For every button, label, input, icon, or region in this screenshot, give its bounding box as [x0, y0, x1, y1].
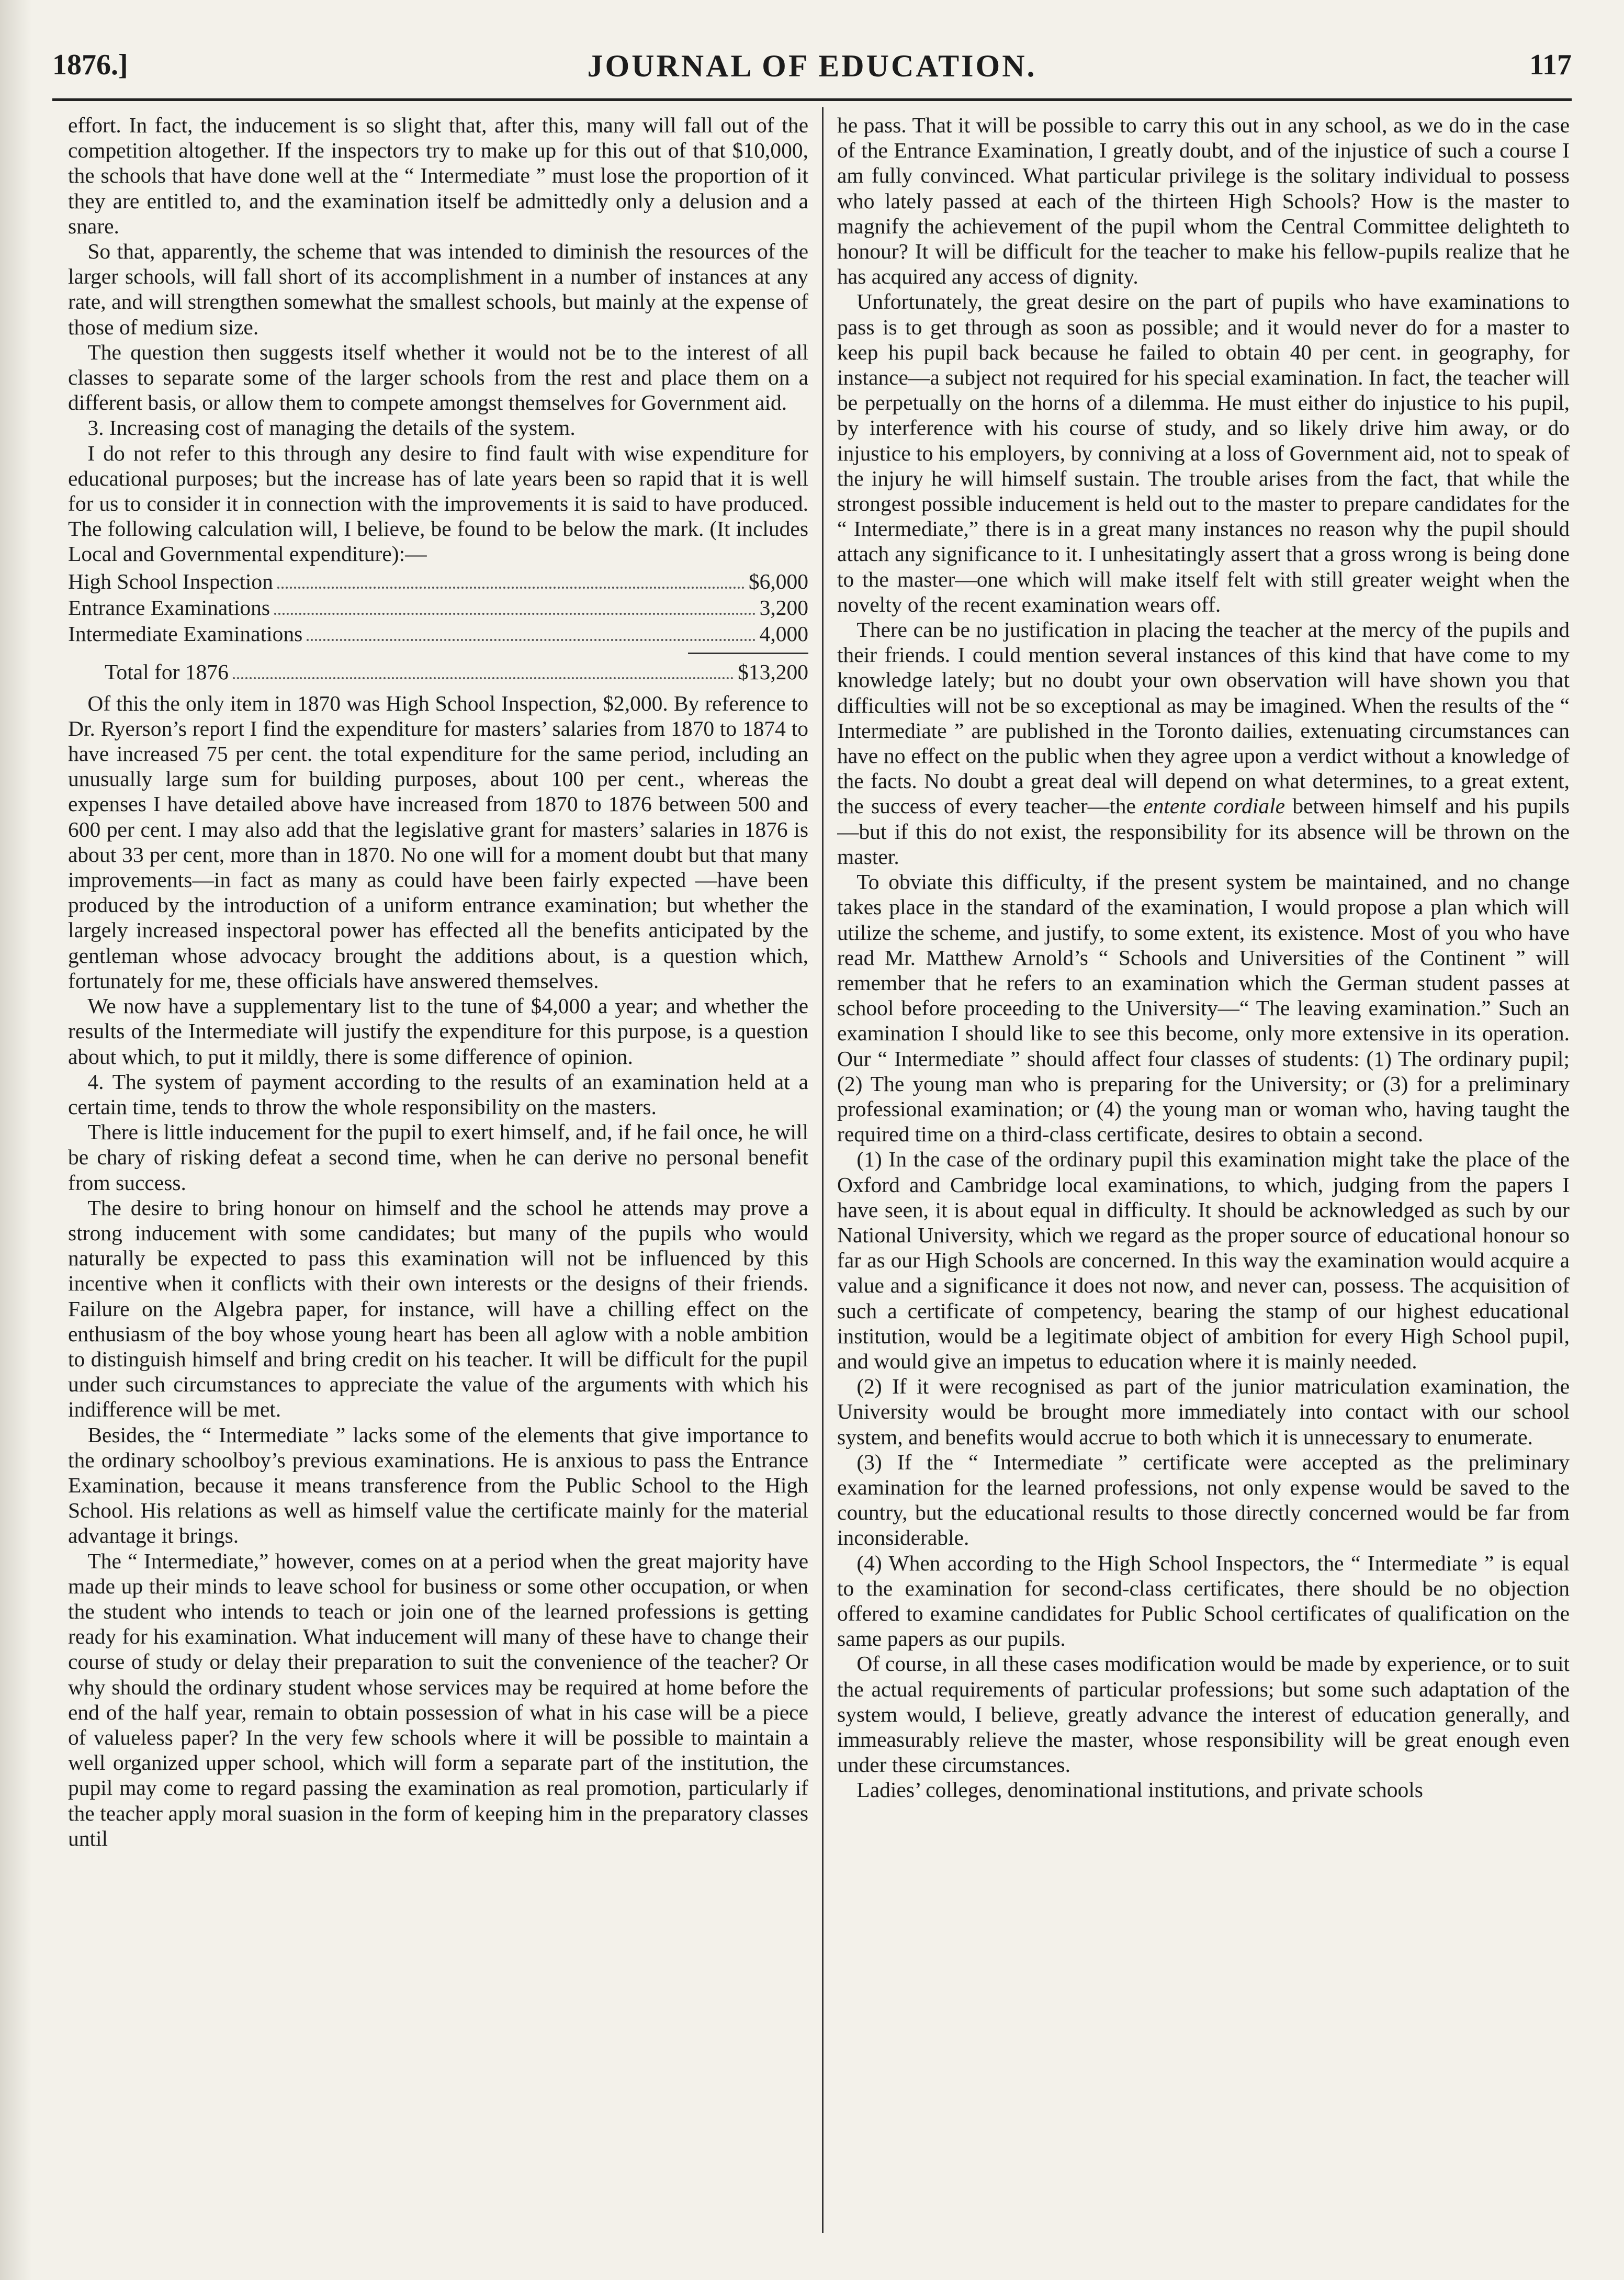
dot-leader: [307, 639, 755, 641]
table-row: [68, 621, 808, 647]
paragraph: To obviate this difficulty, if the present system be maintained, and no change takes place in the standard of the examination, I would propose a plan which will utilize the scheme, and justify, to some extent, its existence. Most of you who have read Mr. Matthew Arnold’s “ Schools and Universities of the Continent ” will remember that he refers to an examination which the German student passes at school before proceeding to the University—“ The leaving examination.” Such an examination I should like to see this become, only more extensive in its operation. Our “ Intermediate ” should affect four classes of students: (1) The ordinary pupil; (2) The young man who is preparing for the University; or (3) for a preliminary professional examination; or (4) the young man or woman who, having taught the required time on a third-class certificate, desires to obtain a second.: [837, 870, 1570, 1147]
paragraph: (2) If it were recognised as part of the junior matriculation examination, the University would be brought more immediately into contact with our school system, and benefits would accrue to both which it is unnecessary to enumerate.: [837, 1374, 1570, 1449]
table-row: [68, 569, 808, 595]
paragraph: Besides, the “ Intermediate ” lacks some of the elements that give importance to the ordinary schoolboy’s previous examinations. He is anxious to pass the Entrance Examination, because it means transference from the Public School to the High School. His relations as well as himself value the certificate mainly for the material advantage it brings.: [68, 1422, 808, 1548]
paragraph: Of this the only item in 1870 was High School Inspection, $2,000. By reference to Dr. Ryerson’s report I find the expenditure for masters’ salaries from 1870 to 1874 to have increased 75 per cent. the total expenditure for the same period, including an unusually large sum for building purposes, about 100 per cent., whereas the expenses I have detailed above have increased from 1870 to 1876 between 500 and 600 per cent. I may also add that the legislative grant for masters’ salaries in 1876 is about 33 per cent, more than in 1870. No one will for a moment doubt but that many improvements—in fact as many as could have been fairly expected —have been produced by the introduction of a uniform entrance examination; but whether the largely increased inspectoral power has effected all the benefits anticipated by the gentleman whose advocacy brought the additions about, is a question which, fortunately for me, these officials have answered themselves.: [68, 691, 808, 993]
paragraph: Ladies’ colleges, denominational institutions, and private schools: [856, 1778, 1423, 1802]
column-divider: [822, 107, 824, 2233]
paragraph: (1) In the case of the ordinary pupil this examination might take the place of the Oxford and Cambridge local examinations, to which, judging from the papers I have seen, it is about equal in difficulty. It should be acknowledged as such by our National University, which we regard as the proper source of educational honour so far as our High Schools are concerned. In this way the examination would acquire a value and a significance it does not now, and never can, possess. The acquisition of such a certificate of competency, bearing the stamp of our highest educational institution, would be a legitimate object of ambition for every High School pupil, and would give an impetus to education where it is mainly needed.: [837, 1147, 1570, 1373]
paragraph: he pass. That it will be possible to carry this out in any school, as we do in the case of the Entrance Examination, I greatly doubt, and of the injustice of such a course I am fully convinced. What particular privilege is the solitary individual to possess who lately passed at each of the thirteen High Schools? How is the master to magnify the achievement of the pupil whom the Central Committee delighteth to honour? It will be difficult for the teacher to make his fellow-pupils realize that he has acquired any access of dignity.: [837, 113, 1570, 289]
paragraph: The desire to bring honour on himself and the school he attends may prove a strong inducement with some candidates; but many of the pupils who would naturally be expected to pass this examination will not be influenced by this incentive when it conflicts with their own interests or the designs of their friends. Failure on the Algebra paper, for instance, will have a chilling effect on the enthusiasm of the boy whose young heart has been all aglow with a noble ambition to distinguish himself and bring credit on his teacher. It will be difficult for the pupil under such circumstances to appreciate the value of the arguments with which his indifference will be met.: [68, 1195, 808, 1422]
section-heading-3: 3. Increasing cost of managing the details of the system.: [87, 415, 576, 440]
paragraph: Of course, in all these cases modification would be made by experience, or to suit the actual requirements of particular professions; but some such adaptation of the system would, I believe, greatly advance the interest of education generally, and immeasurably relieve the master, whose responsibility will be great enough even under these circumstances.: [837, 1652, 1570, 1777]
total-row: [68, 659, 808, 686]
expenditure-table: [68, 569, 808, 686]
journal-title: JOURNAL OF EDUCATION.: [587, 49, 1037, 83]
row-amount: 3,200: [759, 595, 808, 620]
table-row: [68, 595, 808, 621]
paragraph: (3) If the “ Intermediate ” certificate were accepted as the preliminary examination for the learned professions, not only expense would be saved to the country, but the educational results to those directly concerned would be far from inconsiderable.: [837, 1450, 1570, 1550]
sum-rule: [688, 653, 808, 654]
paragraph: The “ Intermediate,” however, comes on at a period when the great majority have made up their minds to leave school for business or some other occupation, or when the student who intends to teach or join one of the learned professions is getting ready for his examination. What inducement will many of these have to change their course of study or delay their preparation to suit the convenience of the teacher? Or why should the ordinary student whose services may be required at home before the end of the half year, remain to obtain possession of what in his case will be a piece of valueless paper? In the very few schools where it will be possible to maintain a well organized upper school, which will form a separate part of the institution, the pupil may come to regard passing the examination as real promotion, particularly if the teacher apply moral suasion in the form of keeping him in the preparatory classes until: [68, 1548, 808, 1850]
page-header: [52, 48, 1572, 95]
dot-leader: [233, 677, 734, 679]
row-amount: $6,000: [748, 569, 808, 593]
paragraph: I do not refer to this through any desire to find fault with wise expenditure for educational purposes; but the increase has of late years been so rapid that it is well for us to consider it in connection with the improvements it is said to have produced. The following calculation will, I believe, be found to be below the mark. (It includes Local and Governmental expenditure):—: [68, 441, 808, 566]
italic-phrase: entente cordiale: [1143, 794, 1285, 818]
paragraph: [837, 617, 1570, 869]
paragraph: So that, apparently, the scheme that was intended to diminish the resources of the larger schools, will fall short of its accomplishment in a number of instances at any rate, and will strengthen somewhat the smallest schools, but mainly at the expense of those of medium size.: [68, 239, 808, 339]
section-heading-4: 4. The system of payment according to the results of an examination held at a certain time, tends to throw the whole responsibility on the masters.: [68, 1069, 808, 1119]
paragraph: (4) When according to the High School Inspectors, the “ Intermediate ” is equal to the examination for second-class certificates, there should be no objection offered to examine candidates for Public School certificates of qualification on the same papers as our pupils.: [837, 1551, 1570, 1651]
dot-leader: [277, 587, 745, 589]
paragraph: effort. In fact, the inducement is so slight that, after this, many will fall out of the competition altogether. If the inspectors try to make up for this out of that $10,000, the schools that have done well at the “ Intermediate ” must lose the proportion of it they are entitled to, and the examination itself be admittedly only a delusion and a snare.: [68, 113, 808, 238]
right-column: [837, 113, 1570, 2233]
paragraph: The question then suggests itself whether it would not be to the interest of all classes to separate some of the larger schools from the rest and place them on a different basis, or allow them to compete amongst themselves for Government aid.: [68, 340, 808, 415]
header-rule: [52, 98, 1572, 101]
left-column: [68, 113, 808, 2233]
row-label: Intermediate Examinations: [68, 621, 303, 646]
header-year: 1876.]: [52, 49, 128, 81]
paragraph: There is little inducement for the pupil to exert himself, and, if he fail once, he will be chary of risking defeat a second time, when he can derive no personal benefit from success.: [68, 1120, 808, 1195]
row-amount: 4,000: [759, 621, 808, 646]
text-run: There can be no justification in placing the teacher at the mercy of the pupils and their friends. I could mention several instances of this kind that have come to my knowledge lately; but no doubt your own observation will have shown you that difficulties will not be so exceptional as may be imagined. When the results of the “ Intermediate ” are published in the Toronto dailies, extenuating circumstances can have no effect on the public when they agree upon a verdict without a knowledge of the facts. No doubt a great deal will depend on what determines, to a great extent, the success of every teacher—the: [837, 617, 1570, 818]
dot-leader: [274, 613, 755, 615]
paragraph: We now have a supplementary list to the tune of $4,000 a year; and whether the results of the Intermediate will justify the expenditure for this purpose, is a question about which, to put it mildly, there is some difference of opinion.: [68, 994, 808, 1069]
row-label: Entrance Examinations: [68, 595, 270, 620]
paragraph: Unfortunately, the great desire on the part of pupils who have examinations to pass is to get through as soon as possible; and it would never do for a master to keep his pupil back because he failed to obtain 40 per cent. in geography, for instance—a subject not required for his special examination. In fact, the teacher will be perpetually on the horns of a dilemma. He must either do injustice to his pupil, by interference with his course of study, and so likely drive him away, or do injustice to his employers, by conniving at a loss of Government aid, not to speak of the injury he will himself sustain. The trouble arises from the fact, that while the strongest possible inducement is held out to the master to prepare candidates for the “ Intermediate,” there is in a great many instances no reason why the pupil should attach any significance to it. I unhesitatingly assert that a gross wrong is being done to the master—one which will make itself felt with still greater weight when the novelty of the recent examination wears off.: [837, 289, 1570, 616]
total-amount: $13,200: [738, 659, 808, 684]
row-label: High School Inspection: [68, 569, 273, 593]
page-binding-shadow: [0, 0, 31, 2280]
total-label: Total for 1876: [105, 659, 229, 684]
text-run: between himself and his pupils —but if this do not exist, the responsibility for its absence will be thrown on the master.: [837, 794, 1570, 869]
page-number: 117: [1529, 49, 1572, 81]
